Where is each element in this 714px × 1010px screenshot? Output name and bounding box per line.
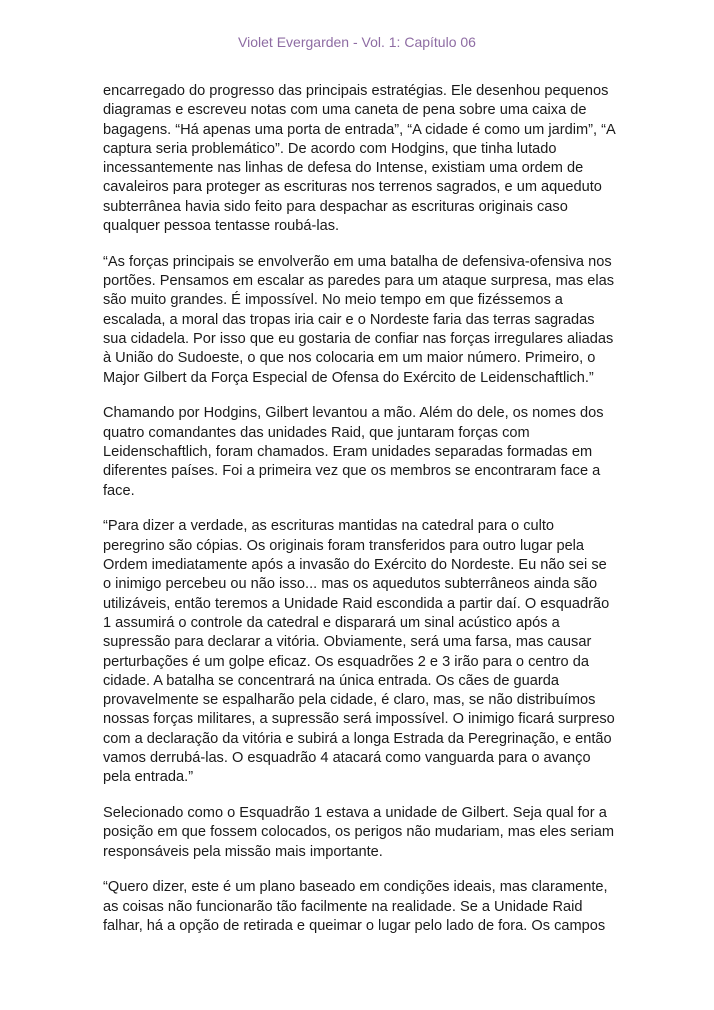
paragraph-4: “Para dizer a verdade, as escrituras mantidas na catedral para o culto peregrino são cópias. Os originais foram transferidos para outro lugar pela Ordem imediatamente após a invasão do Exército do Nordeste. Eu não sei se o inimigo percebeu ou não isso... mas os aquedutos subterrâneos ainda são utilizáveis, então teremos a Unidade Raid escondida a partir daí. O esquadrão 1 assumirá o controle da catedral e disparará um sinal acústico após a supressão para declarar a vitória. Obviamente, será uma farsa, mas causar perturbações é um golpe eficaz. Os esquadrões 2 e 3 irão para o centro da cidade. A batalha se concentrará na única entrada. Os cães de guarda provavelmente se espalharão pela cidade, é claro, mas, se não distribuímos nossas forças militares, a supressão será impossível. O inimigo ficará surpreso com a declaração da vitória e subirá a longa Estrada da Peregrinação, e então vamos derrubá-las. O esquadrão 4 atacará como vanguarda para o avanço pela entrada.”	[103, 518, 615, 786]
paragraph-6: “Quero dizer, este é um plano baseado em condições ideais, mas claramente, as coisas não funcionarão tão facilmente na realidade. Se a Unidade Raid falhar, há a opção de retirada e queimar o lugar pelo lado de fora. Os campos	[103, 879, 608, 935]
paragraph-3: Chamando por Hodgins, Gilbert levantou a mão. Além do dele, os nomes dos quatro comandantes das unidades Raid, que juntaram forças com Leidenschaftlich, foram chamados. Eram unidades separadas formadas em diferentes países. Foi a primeira vez que os membros se encontraram face a face.	[103, 405, 604, 499]
chapter-body	[103, 82, 615, 953]
running-header: Violet Evergarden - Vol. 1: Capítulo 06	[238, 34, 476, 50]
paragraph-5: Selecionado como o Esquadrão 1 estava a unidade de Gilbert. Seja qual for a posição em que fossem colocados, os perigos não mudariam, mas eles seriam responsáveis pela missão mais importante.	[103, 805, 615, 860]
paragraph-2: “As forças principais se envolverão em uma batalha de defensiva-ofensiva nos portões. Pensamos em escalar as paredes para um ataque surpresa, mas elas são muito grandes. É impossível. No meio tempo em que fizéssemos a escalada, a moral das tropas iria cair e o Nordeste faria das terras sagradas sua cidadela. Por isso que eu gostaria de confiar nas forças irregulares aliadas à União do Sudoeste, o que nos colocaria em um maior número. Primeiro, o Major Gilbert da Força Especial de Ofensa do Exército de Leidenschaftlich.”	[103, 253, 615, 386]
paragraph-1: encarregado do progresso das principais estratégias. Ele desenhou pequenos diagramas e escreveu notas com uma caneta de pena sobre uma caixa de bagagens. “Há apenas uma porta de entrada”, “A cidade é como um jardim”, “A captura seria problemático”. De acordo com Hodgins, que tinha lutado incessantemente nas linhas de defesa do Intense, existiam uma ordem de cavaleiros para proteger as escrituras nos terrenos sagrados, e um aqueduto subterrânea havia sido feito para despachar as escrituras originais caso qualquer pessoa tentasse roubá-las.	[103, 83, 615, 235]
